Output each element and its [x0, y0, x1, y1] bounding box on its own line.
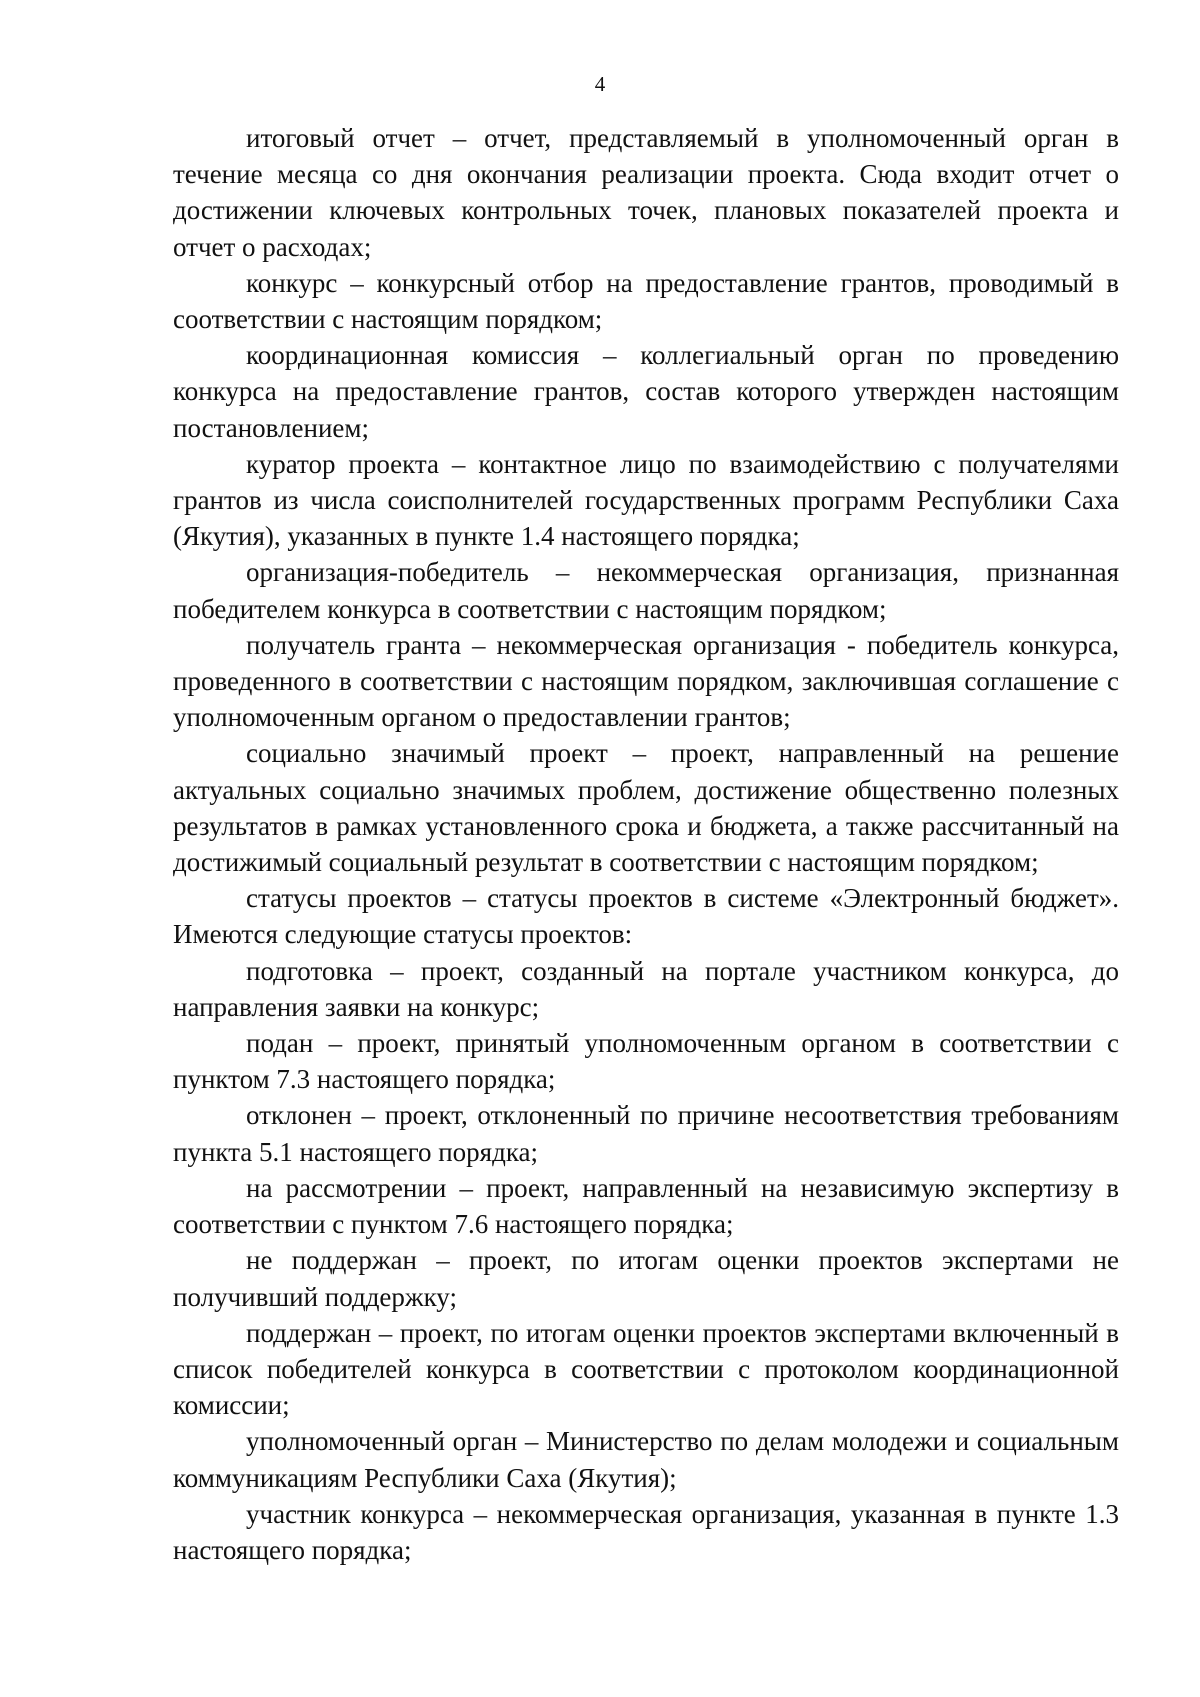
page-number: 4	[594, 72, 606, 96]
paragraph-competition-participant: участник конкурса – некоммерческая организация, указанная в пункте 1.3 настоящего порядка;	[173, 1498, 1119, 1565]
paragraph-winning-organization: организация-победитель – некоммерческая организация, признанная победителем конкурса в соответствии с настоящим порядком;	[173, 557, 1119, 624]
paragraph-final-report: итоговый отчет – отчет, представляемый в уполномоченный орган в течение месяца со дня окончания реализации проекта. Сюда входит отчет о достижении ключевых контрольных точек, плановых показателей проекта и отчет о расходах;	[173, 123, 1119, 262]
paragraph-socially-significant-project: социально значимый проект – проект, направленный на решение актуальных социально значимых проблем, достижение общественно полезных результатов в рамках установленного срока и бюджета, а также рассчитанный на достижимый социальный результат в соответствии с настоящим порядком;	[173, 738, 1119, 878]
paragraph-coordination-commission: координационная комиссия – коллегиальный орган по проведению конкурса на предоставление грантов, состав которого утвержден настоящим постановлением;	[173, 340, 1119, 443]
paragraph-status-rejected: отклонен – проект, отклоненный по причине несоответствия требованиям пункта 5.1 настоящего порядка;	[173, 1100, 1119, 1167]
paragraph-status-not-supported: не поддержан – проект, по итогам оценки проектов экспертами не получивший поддержку;	[173, 1245, 1119, 1312]
paragraph-status-under-review: на рассмотрении – проект, направленный на независимую экспертизу в соответствии с пунктом 7.6 настоящего порядка;	[173, 1172, 1119, 1240]
paragraph-status-supported: поддержан – проект, по итогам оценки проектов экспертами включенный в список победителей конкурса в соответствии с протоколом координационной комиссии;	[173, 1317, 1119, 1421]
paragraph-competition: конкурс – конкурсный отбор на предоставление грантов, проводимый в соответствии с настоящим порядком;	[173, 267, 1119, 335]
paragraph-status-preparation: подготовка – проект, созданный на портале участником конкурса, до направления заявки на конкурс;	[173, 955, 1119, 1022]
paragraph-project-statuses: статусы проектов – статусы проектов в системе «Электронный бюджет». Имеются следующие статусы проектов:	[173, 883, 1119, 950]
paragraph-authorized-body: уполномоченный орган – Министерство по делам молодежи и социальным коммуникациям Республики Саха (Якутия);	[173, 1426, 1119, 1493]
paragraph-grant-recipient: получатель гранта – некоммерческая организация - победитель конкурса, проведенного в соответствии с настоящим порядком, заключившая соглашение с уполномоченным органом о предоставлении грантов;	[173, 629, 1119, 733]
paragraph-status-submitted: подан – проект, принятый уполномоченным органом в соответствии с пунктом 7.3 настоящего порядка;	[173, 1028, 1119, 1095]
paragraph-project-curator: куратор проекта – контактное лицо по взаимодействию с получателями грантов из числа соисполнителей государственных программ Республики Саха (Якутия), указанных в пункте 1.4 настоящего порядка;	[173, 448, 1119, 552]
document-body	[173, 120, 1119, 1568]
